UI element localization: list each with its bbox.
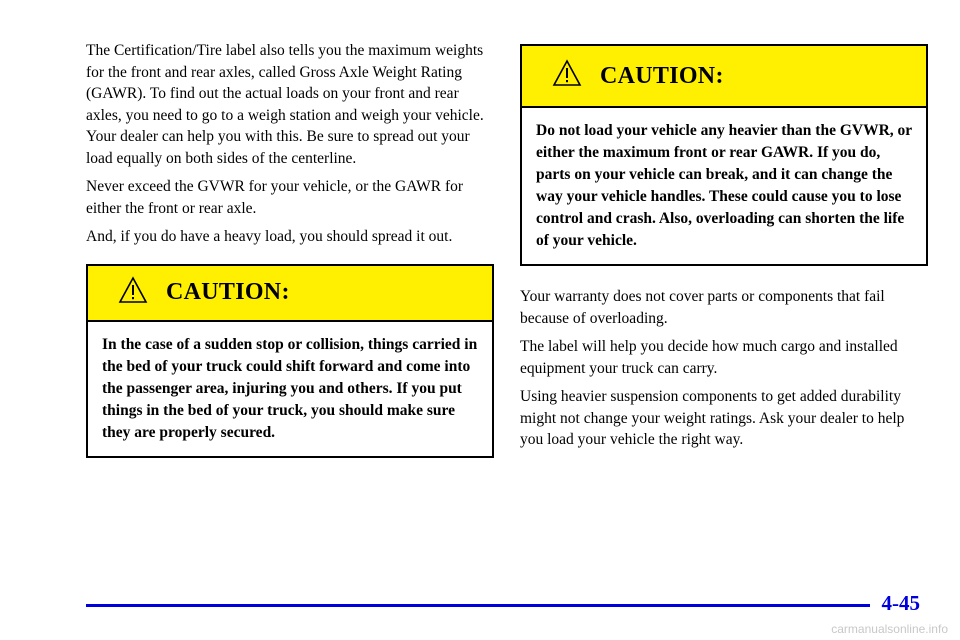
left-column: [86, 40, 494, 458]
right-column: [520, 44, 928, 458]
caution-title: CAUTION:: [166, 279, 290, 305]
caution-title: CAUTION:: [600, 62, 724, 89]
warning-triangle-icon: [552, 59, 582, 87]
caution-box-bed-cargo: [86, 264, 494, 458]
paragraph-gawr: The Certification/Tire label also tells you the maximum weights for the front and rear axles, called Gross Axle Weight Rating (GAWR). To find out the actual loads on your front and rear axles, you need to go to a weigh station and weigh your vehicle. Your dealer can help you with this. Be sure to spread out your load equally on both sides of the centerline.: [86, 42, 484, 167]
paragraph-never-exceed: Never exceed the GVWR for your vehicle, or the GAWR for either the front or rear axle.: [86, 178, 464, 217]
caution-text: In the case of a sudden stop or collision, things carried in the bed of your truck could shift forward and come into the passenger area, injuring you and others. If you put things in the bed of your truck, you should make sure they are properly secured.: [102, 335, 478, 441]
caution-text: Do not load your vehicle any heavier than the GVWR, or either the maximum front or rear GAWR. If you do, parts on your vehicle can break, and it can change the way your vehicle handles. These could cause you to lose control and crash. Also, overloading can shorten the life of your vehicle.: [536, 122, 912, 249]
paragraph-label-help: The label will help you decide how much cargo and installed equipment your truck can carry.: [520, 338, 898, 377]
footer-rule: [86, 604, 870, 607]
paragraph-heavy-load: And, if you do have a heavy load, you should spread it out.: [86, 228, 453, 245]
watermark: carmanualsonline.info: [831, 622, 948, 636]
warning-triangle-icon: [118, 276, 148, 304]
caution-header: [522, 46, 926, 108]
caution-box-overload: [520, 44, 928, 266]
paragraph-warranty: Your warranty does not cover parts or components that fail because of overloading.: [520, 288, 885, 327]
page-number: 4-45: [881, 591, 920, 615]
caution-header: [88, 266, 492, 322]
paragraph-suspension: Using heavier suspension components to get added durability might not change your weight ratings. Ask your dealer to help you load your vehicle the right way.: [520, 388, 905, 448]
